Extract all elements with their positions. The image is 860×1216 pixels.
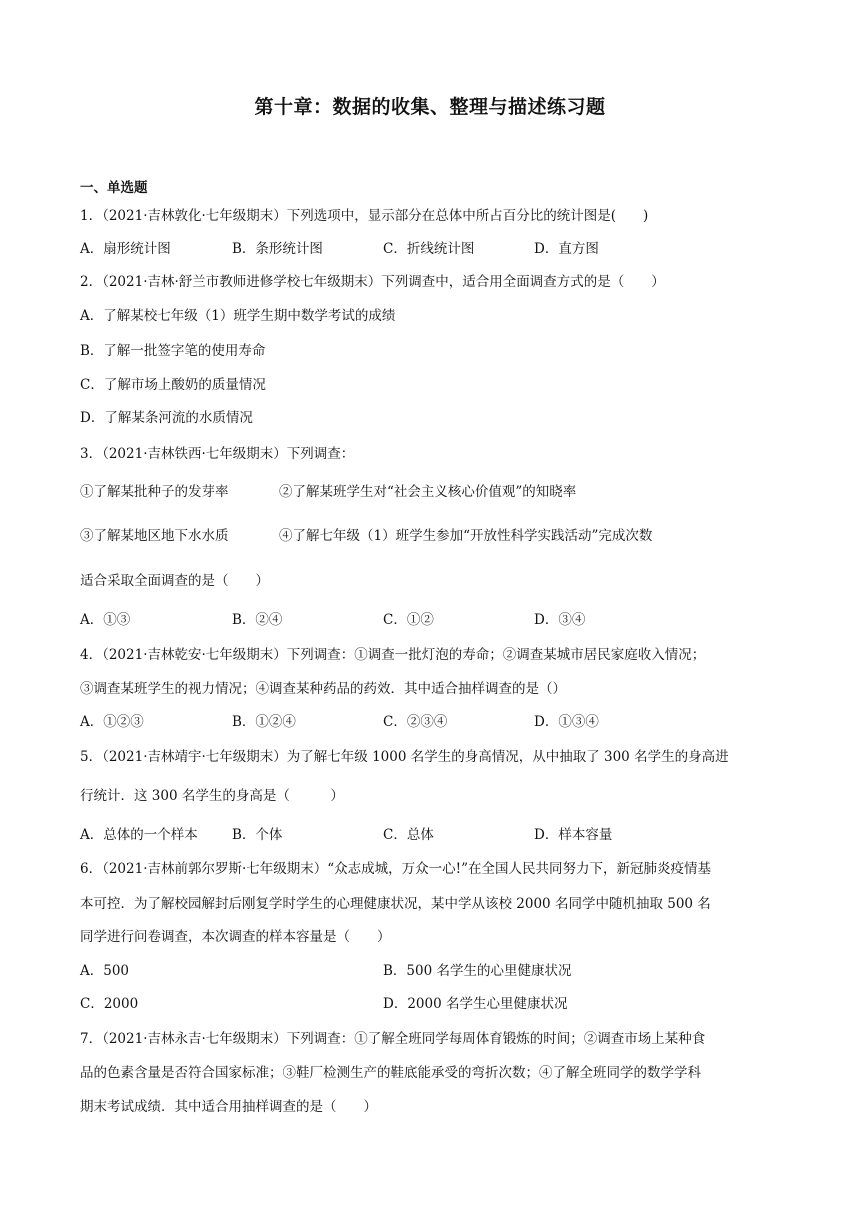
question-6-option-c: C．2000 xyxy=(80,996,139,1012)
question-3-option-c: C．①② xyxy=(383,612,434,628)
question-6-stem-line-2: 本可控．为了解校园解封后刚复学时学生的心理健康状况，某中学从该校 2000 名同学中随机抽取 500 名 xyxy=(80,896,711,912)
page-title: 第十章：数据的收集、整理与描述练习题 xyxy=(254,96,606,118)
question-4-option-d: D．①③④ xyxy=(534,714,599,730)
question-5-option-c: C．总体 xyxy=(383,827,434,843)
question-3-ask: 适合采取全面调查的是（ ） xyxy=(80,573,269,589)
question-6-option-d: D．2000 名学生心里健康状况 xyxy=(383,996,568,1012)
question-4-option-a: A．①②③ xyxy=(80,714,144,730)
question-1-option-d: D．直方图 xyxy=(534,241,599,257)
question-3-item-1: ①了解某批种子的发芽率 xyxy=(80,484,229,500)
question-2-stem: 2．（2021·吉林·舒兰市教师进修学校七年级期末）下列调查中，适合用全面调查方式的是（ ） xyxy=(80,274,665,290)
question-4-stem-line-1: 4．（2021·吉林乾安·七年级期末）下列调查：①调查一批灯泡的寿命；②调查某城市居民家庭收入情况； xyxy=(80,647,706,663)
question-2-option-d: D．了解某条河流的水质情况 xyxy=(80,410,253,426)
question-3-stem: 3．（2021·吉林铁西·七年级期末）下列调查： xyxy=(80,446,355,462)
question-4-option-b: B．①②④ xyxy=(232,714,296,730)
question-3-option-a: A．①③ xyxy=(80,612,131,628)
question-6-option-b: B．500 名学生的心里健康状况 xyxy=(383,963,572,979)
question-3-item-3: ③了解某地区地下水水质 xyxy=(80,528,229,544)
question-2-option-c: C．了解市场上酸奶的质量情况 xyxy=(80,377,266,393)
question-7-stem-line-2: 品的色素含量是否符合国家标准；③鞋厂检测生产的鞋底能承受的弯折次数；④了解全班同学的数学学科 xyxy=(80,1065,701,1081)
question-5-stem-line-1: 5．（2021·吉林靖宇·七年级期末）为了解七年级 1000 名学生的身高情况，从中抽取了 300 名学生的身高进 xyxy=(80,749,729,765)
question-5-stem-line-2: 行统计．这 300 名学生的身高是（ ） xyxy=(80,788,344,804)
question-4-stem-line-2: ③调查某班学生的视力情况；④调查某种药品的药效．其中适合抽样调查的是（） xyxy=(80,681,566,697)
question-7-stem-line-3: 期末考试成绩．其中适合用抽样调查的是（ ） xyxy=(80,1099,377,1115)
question-2-option-b: B．了解一批签字笔的使用寿命 xyxy=(80,343,266,359)
question-6-stem-line-1: 6．（2021·吉林前郭尔罗斯·七年级期末）“众志成城，万众一心!”在全国人民共同努力下，新冠肺炎疫情基 xyxy=(80,861,712,877)
question-3-option-d: D．③④ xyxy=(534,612,586,628)
question-1-option-b: B．条形统计图 xyxy=(232,241,323,257)
question-7-stem-line-1: 7．（2021·吉林永吉·七年级期末）下列调查：①了解全班同学每周体育锻炼的时间；②调查市场上某种食 xyxy=(80,1031,706,1047)
question-3-option-b: B．②④ xyxy=(232,612,283,628)
section-heading: 一、单选题 xyxy=(80,180,148,196)
question-1-option-c: C．折线统计图 xyxy=(383,241,475,257)
question-1-stem: 1．（2021·吉林敦化·七年级期末）下列选项中，显示部分在总体中所占百分比的统计图是( ) xyxy=(80,208,649,224)
question-5-option-d: D．样本容量 xyxy=(534,827,613,843)
question-5-option-a: A．总体的一个样本 xyxy=(80,827,198,843)
question-2-option-a: A．了解某校七年级（1）班学生期中数学考试的成绩 xyxy=(80,308,396,324)
question-3-item-2: ②了解某班学生对“社会主义核心价值观”的知晓率 xyxy=(279,484,577,500)
question-4-option-c: C．②③④ xyxy=(383,714,448,730)
question-5-option-b: B．个体 xyxy=(232,827,283,843)
question-6-stem-line-3: 同学进行问卷调查，本次调查的样本容量是（ ） xyxy=(80,929,391,945)
question-6-option-a: A．500 xyxy=(80,963,130,979)
question-3-item-4: ④了解七年级（1）班学生参加“开放性科学实践活动”完成次数 xyxy=(279,528,653,544)
question-1-option-a: A．扇形统计图 xyxy=(80,241,171,257)
